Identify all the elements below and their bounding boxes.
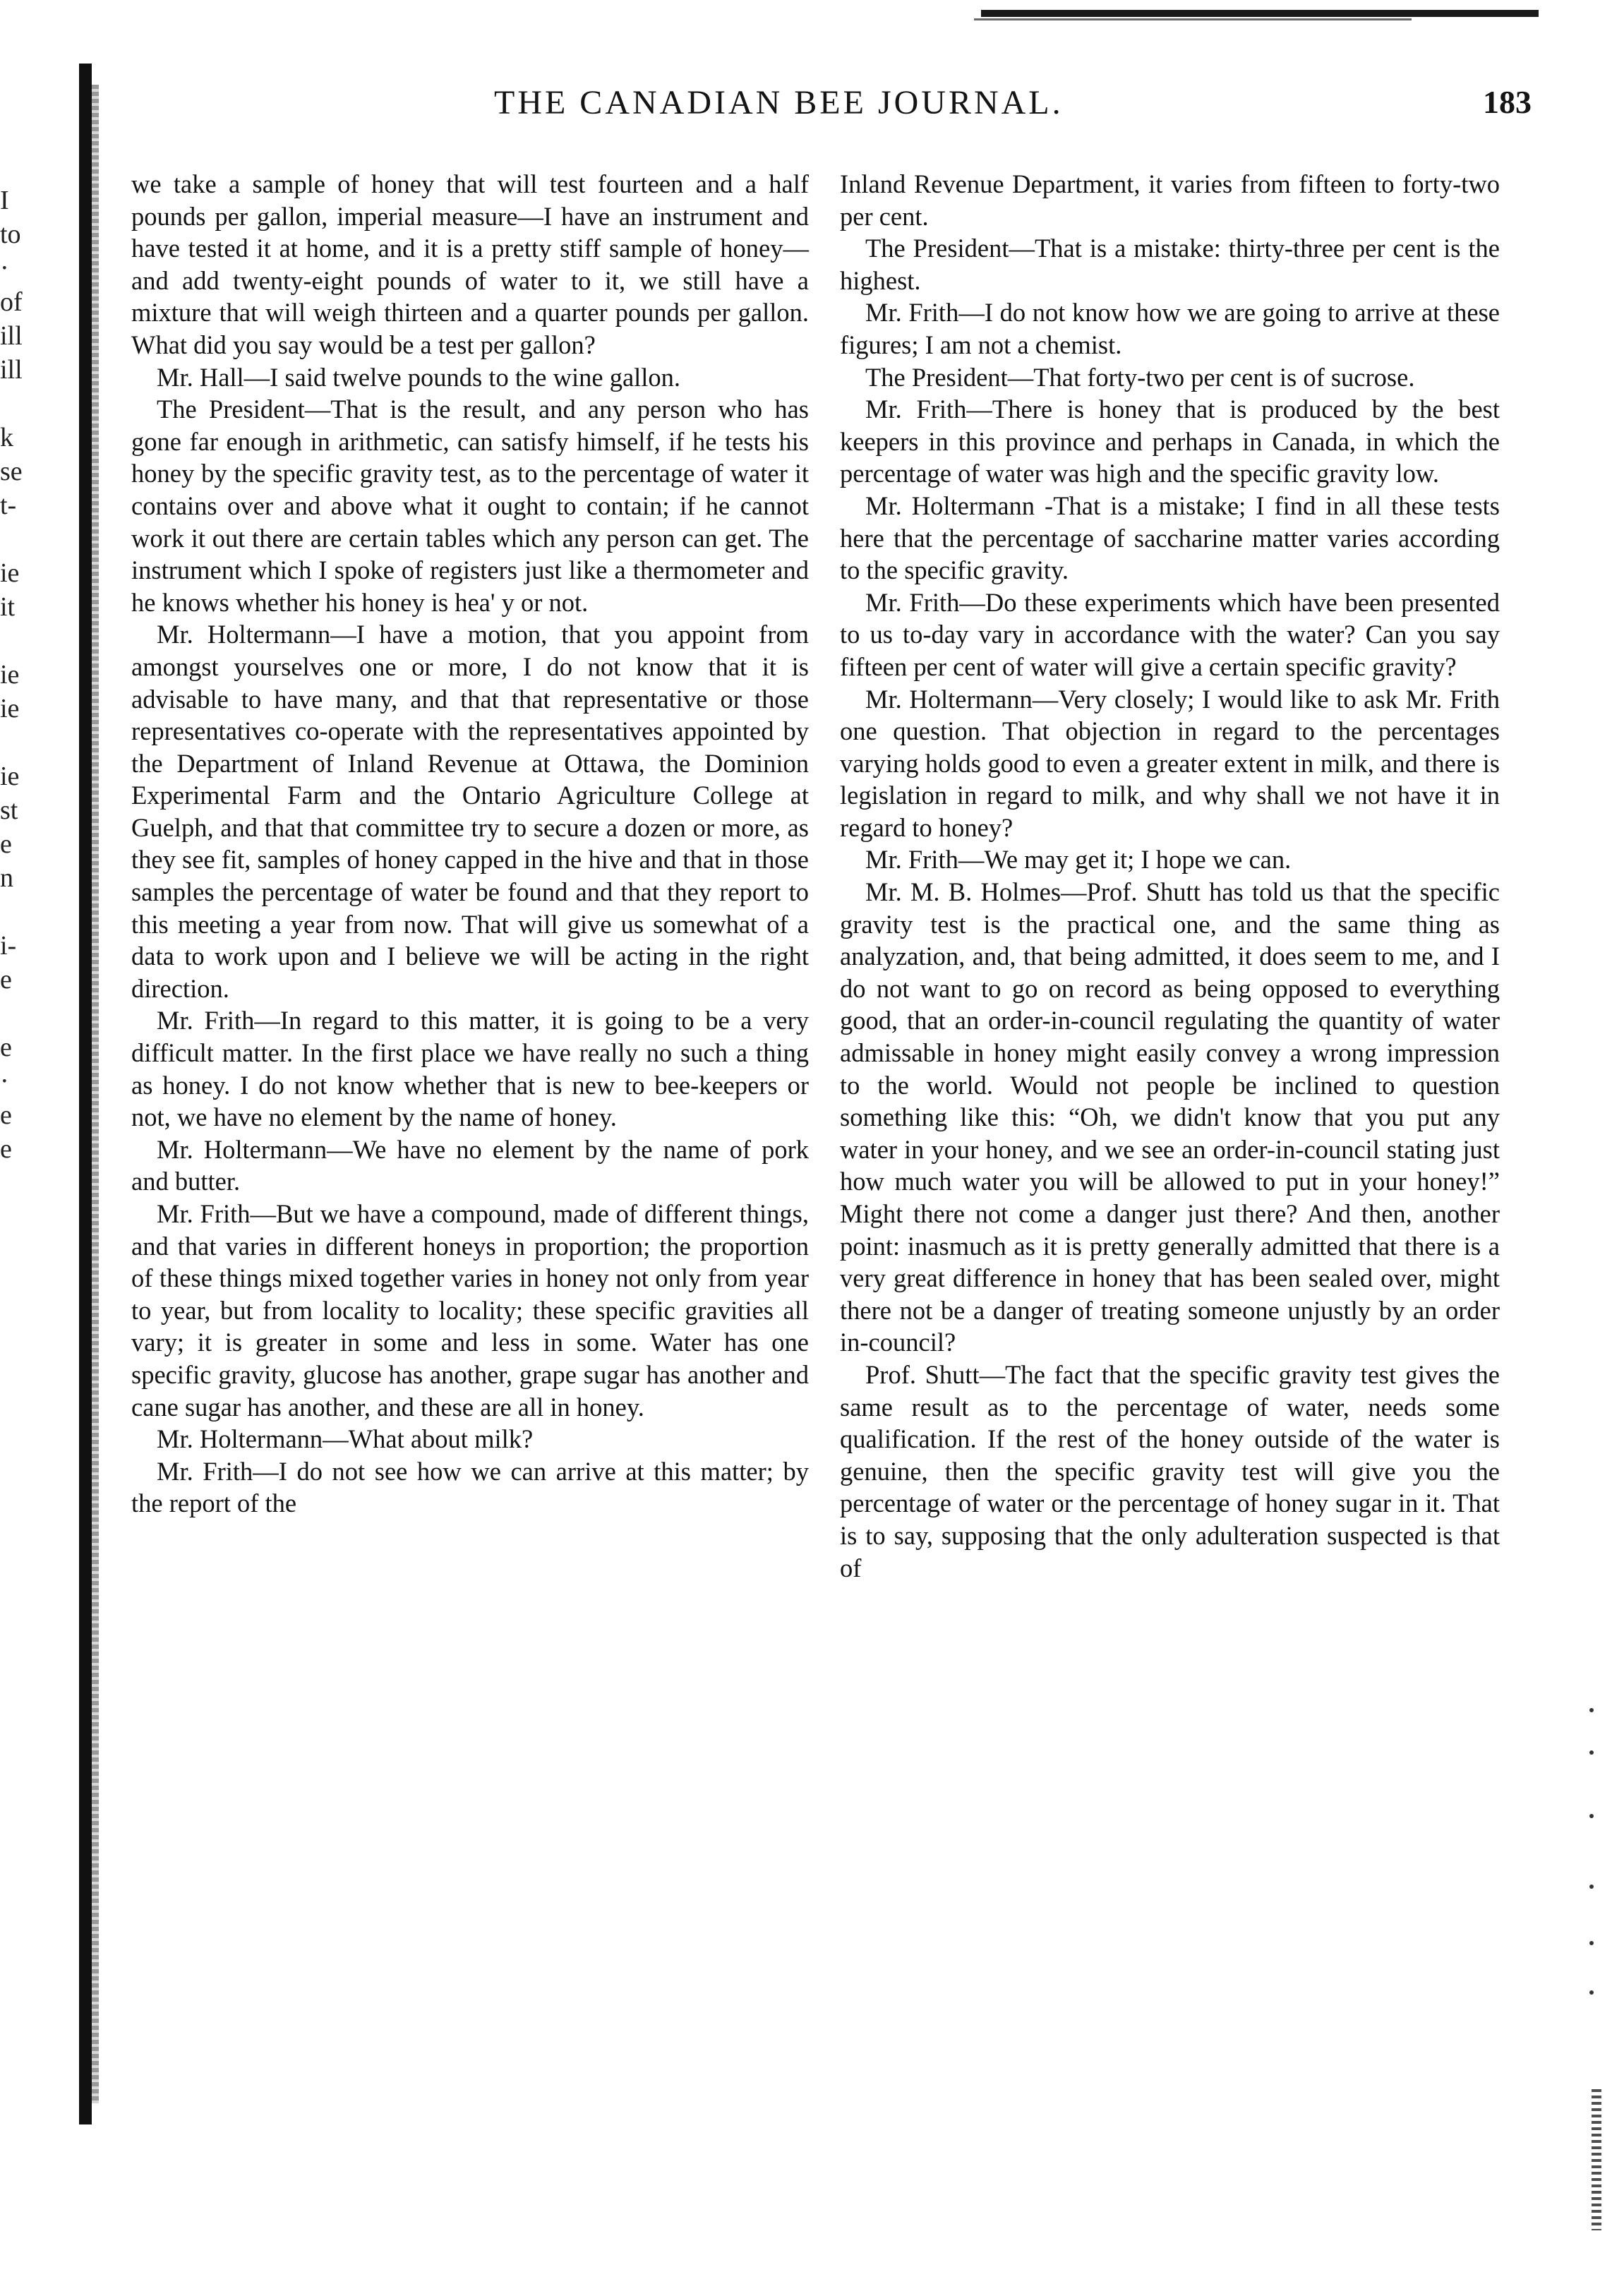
binding-spine [79, 64, 92, 2124]
margin-fragment: of [0, 287, 23, 317]
margin-fragment [0, 624, 71, 658]
margin-fragment: n [0, 863, 13, 893]
paragraph: Mr. Frith—Do these experiments which have been presented to us to-day vary in accordance with the water? Can you say fifteen per cent of water will give a certain specific gravity? [840, 587, 1500, 681]
edge-mark [1589, 1814, 1594, 1818]
page-header [494, 83, 1532, 133]
paragraph: Mr. Holtermann—I have a motion, that you appoint from amongst yourselves one or more, I do not know that it is advisable to have many, and that that representative or those representatives co-operate with the representatives appointed by the Department of Inland Revenue at Ottawa, the Dominion Experimental Farm and the Ontario Agriculture College at Guelph, and that that committee try to secure a dozen or more, as they see fit, samples of honey capped in the hive and that in those samples the percentage of water be found and that they report to this meeting a year from now. That will give us somewhat of a data to work upon and I believe we will be acting in the right direction. [131, 620, 809, 1003]
margin-fragment: e [0, 1033, 12, 1062]
right-column [840, 168, 1500, 1584]
margin-fragment [0, 997, 71, 1030]
margin-fragment: e [0, 1134, 12, 1164]
margin-fragment: e [0, 965, 12, 994]
paragraph: The President—That is a mistake: thirty-three per cent is the highest. [840, 234, 1500, 295]
paragraph: Mr. Frith—We may get it; I hope we can. [865, 845, 1292, 874]
paragraph: Inland Revenue Department, it varies from fifteen to forty-two per cent. [840, 169, 1500, 231]
page-number: 183 [1483, 84, 1532, 120]
margin-fragment: ill [0, 321, 23, 351]
paragraph: Mr. Holtermann—Very closely; I would like to ask Mr. Frith one question. That objection in regard to the percentages varying holds good to even a greater extent in milk, and there is legislation in regard to milk, and why shall we not have it in regard to honey? [840, 684, 1500, 842]
margin-fragment: · [0, 1066, 9, 1096]
margin-fragment [0, 895, 71, 929]
paragraph: Mr. Holtermann—What about milk? [157, 1424, 534, 1454]
paragraph: The President—That is the result, and any person who has gone far enough in arithmetic, can satisfy himself, if he tests his honey by the specific gravity test, as to the percentage of water it contains over and above what it ought to contain; if he cannot work it out there are certain tables which any person can get. The instrument which I spoke of registers just like a thermometer and he knows whether his honey is hea' y or not. [131, 395, 809, 617]
paragraph: Mr. Frith—There is honey that is produced by the best keepers in this province and perhaps in Canada, in which the percentage of water was high and the specific gravity low. [840, 395, 1500, 488]
margin-fragment: · [0, 253, 9, 283]
margin-fragment: ie [0, 558, 20, 588]
paragraph: Mr. Frith—But we have a compound, made of different things, and that varies in different honeys in proportion; the proportion of these things mixed together varies in honey not only from year to year, but from locality to locality; these specific gravities all vary; it is greater in some and less in some. Water has one specific gravity, glucose has another, grape sugar has another and cane sugar has another, and these are all in honey. [131, 1199, 809, 1422]
margin-fragment: se [0, 457, 23, 486]
paragraph: Mr. Frith—In regard to this matter, it is going to be a very difficult matter. In the first place we have really no such a thing as honey. I do not know whether that is new to bee-keepers or not, we have no element by the name of honey. [131, 1006, 809, 1132]
paragraph: Mr. Holtermann -That is a mistake; I find in all these tests here that the percentage of saccharine matter varies according to the specific gravity. [840, 491, 1500, 585]
margin-fragment: t- [0, 491, 17, 520]
margin-text-fragments [0, 184, 71, 1166]
margin-fragment: to [0, 220, 21, 249]
margin-fragment: I [0, 186, 9, 215]
edge-scribble [1592, 2089, 1601, 2230]
margin-fragment: e [0, 1100, 12, 1130]
running-head: THE CANADIAN BEE JOURNAL. [494, 84, 1064, 121]
left-column [131, 168, 809, 1520]
edge-mark [1589, 1885, 1594, 1889]
margin-fragment: st [0, 795, 18, 825]
paragraph: Mr. Frith—I do not see how we can arrive at this matter; by the report of the [131, 1456, 809, 1518]
paragraph: Mr. M. B. Holmes—Prof. Shutt has told us that the specific gravity test is the practical one, and the same thing as analyzation, and, that being admitted, it does seem to me, and I do not want to go on record as being opposed to everything good, that an order-in-council regulating the quantity of water admissable in honey might easily convey a wrong impression to the world. Would not people be inclined to question something like this: “Oh, we didn't know that you put any water in your honey, and we see an order-in-council stating just how much water you will be allowed to put in your honey!” Might there not come a danger just there? And then, another point: inasmuch as it is pretty generally admitted that there is a very great difference in honey that has been sealed over, might there not be a danger of treating someone unjustly by an order in-council? [840, 877, 1500, 1357]
margin-fragment: ie [0, 660, 20, 690]
top-rule [981, 10, 1539, 17]
margin-fragment [0, 387, 71, 421]
paragraph: we take a sample of honey that will test fourteen and a half pounds per gallon, imperial measure—I have an instrument and have tested it at home, and it is a pretty stiff sample of honey—and add twenty-eight pounds of water to it, we still have a mixture that will weigh thirteen and a quarter pounds per gallon. What did you say would be a test per gallon? [131, 169, 809, 359]
edge-mark [1589, 1990, 1594, 1995]
margin-fragment: ie [0, 694, 20, 723]
margin-fragment: i- [0, 931, 17, 961]
margin-fragment: ill [0, 355, 23, 385]
top-rule-shadow [974, 18, 1412, 20]
margin-fragment [0, 726, 71, 759]
paragraph: The President—That forty-two per cent is of sucrose. [865, 362, 1415, 392]
paragraph: Mr. Hall—I said twelve pounds to the wine gallon. [157, 362, 681, 392]
margin-fragment: ie [0, 762, 20, 791]
paragraph: Mr. Holtermann—We have no element by the name of pork and butter. [131, 1134, 809, 1196]
binding-edge [92, 85, 99, 2103]
margin-fragment [0, 522, 71, 556]
edge-mark [1589, 1708, 1594, 1712]
edge-mark [1589, 1941, 1594, 1945]
paragraph: Mr. Frith—I do not know how we are going to arrive at these figures; I am not a chemist. [840, 298, 1500, 359]
margin-fragment: k [0, 423, 13, 452]
edge-mark [1589, 1750, 1594, 1755]
margin-fragment: it [0, 592, 16, 622]
paragraph: Prof. Shutt—The fact that the specific gravity test gives the same result as to the percentage of water, needs some qualification. If the rest of the honey outside of the water is genuine, then the specific gravity test will give you the percentage of water or the percentage of honey sugar in it. That is to say, supposing that the only adulteration suspected is that of [840, 1359, 1500, 1582]
margin-fragment: e [0, 829, 12, 859]
